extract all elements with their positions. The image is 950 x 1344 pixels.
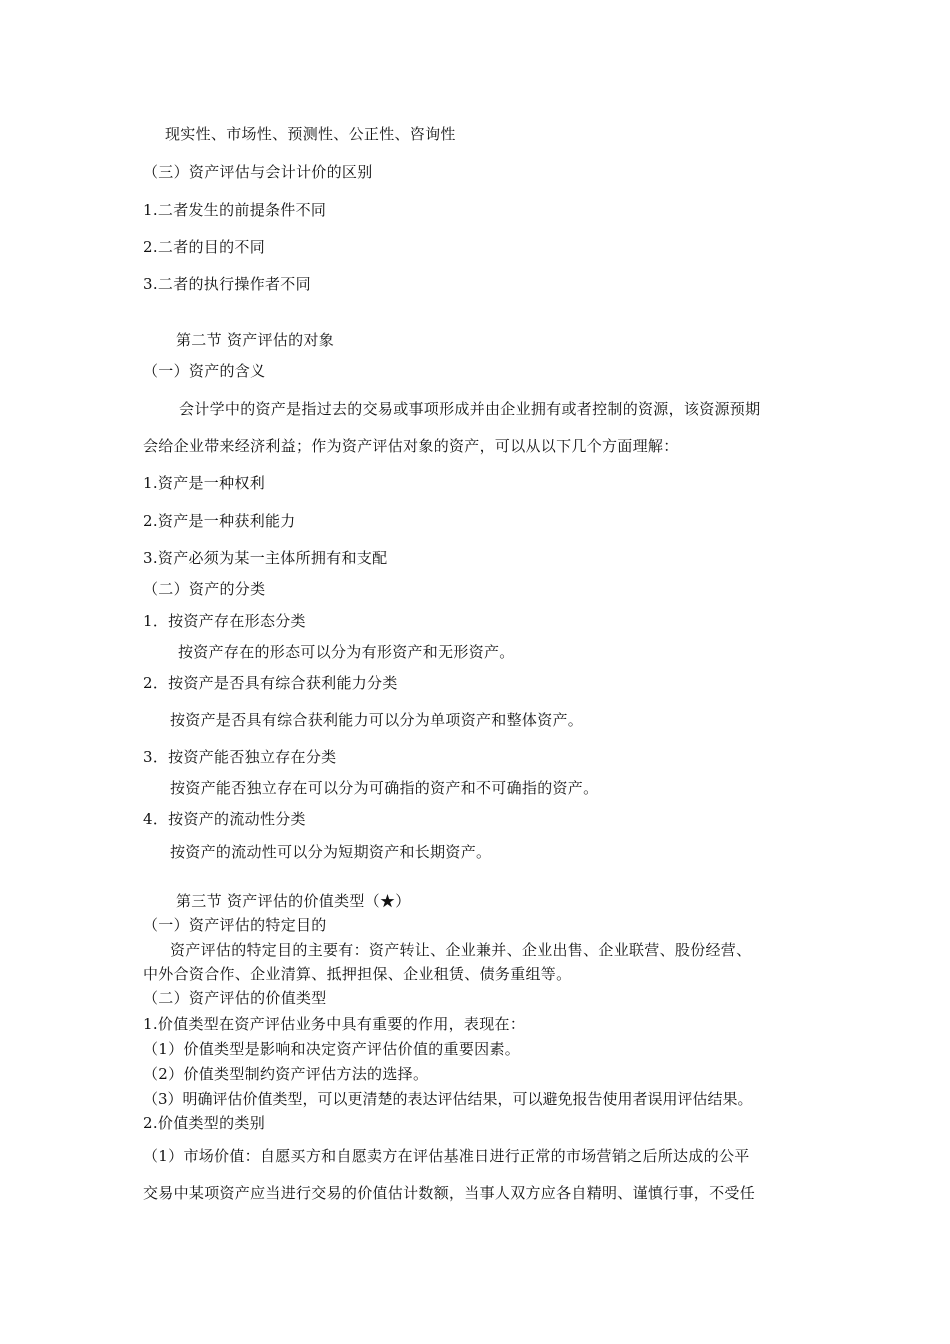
list-item: 1．按资产存在形态分类	[143, 612, 306, 630]
text-line: 现实性、市场性、预测性、公正性、咨询性	[165, 125, 456, 143]
list-item: （2）价值类型制约资产评估方法的选择。	[143, 1065, 429, 1083]
paragraph-line: 会给企业带来经济利益；作为资产评估对象的资产，可以从以下几个方面理解：	[143, 437, 679, 455]
list-item: 2.价值类型的类别	[143, 1114, 266, 1132]
paragraph-line: 资产评估的特定目的主要有：资产转让、企业兼并、企业出售、企业联营、股份经营、	[170, 941, 752, 959]
list-item: 2.资产是一种获利能力	[143, 512, 296, 530]
list-item: 1.二者发生的前提条件不同	[143, 201, 327, 219]
paragraph-line: 中外合资合作、企业清算、抵押担保、企业租赁、债务重组等。	[143, 965, 572, 983]
subsection-heading: （一）资产评估的特定目的	[143, 916, 327, 934]
paragraph-line: 交易中某项资产应当进行交易的价值估计数额，当事人双方应各自精明、谨慎行事，不受任	[143, 1184, 756, 1202]
list-item: （3）明确评估价值类型，可以更清楚的表达评估结果，可以避免报告使用者误用评估结果。	[143, 1090, 753, 1108]
list-item: 2．按资产是否具有综合获利能力分类	[143, 674, 398, 692]
subsection-heading: （一）资产的含义	[143, 362, 266, 380]
section-heading: 第二节 资产评估的对象	[176, 331, 335, 349]
list-item: 3.二者的执行操作者不同	[143, 275, 311, 293]
subsection-heading: （二）资产的分类	[143, 580, 266, 598]
list-item: 1.价值类型在资产评估业务中具有重要的作用，表现在：	[143, 1015, 526, 1033]
text-line: 按资产能否独立存在可以分为可确指的资产和不可确指的资产。	[170, 779, 599, 797]
text-line: 按资产是否具有综合获利能力可以分为单项资产和整体资产。	[170, 711, 584, 729]
paragraph-line: （1）市场价值：自愿买方和自愿卖方在评估基准日进行正常的市场营销之后所达成的公平	[143, 1147, 750, 1165]
text-line: 按资产的流动性可以分为短期资产和长期资产。	[170, 843, 492, 861]
paragraph-line: 会计学中的资产是指过去的交易或事项形成并由企业拥有或者控制的资源，该资源预期	[179, 400, 761, 418]
subsection-heading: （二）资产评估的价值类型	[143, 989, 327, 1007]
subsection-heading: （三）资产评估与会计计价的区别	[143, 163, 373, 181]
list-item: 2.二者的目的不同	[143, 238, 266, 256]
text-line: 按资产存在的形态可以分为有形资产和无形资产。	[178, 643, 515, 661]
list-item: 1.资产是一种权利	[143, 474, 266, 492]
list-item: 3.资产必须为某一主体所拥有和支配	[143, 549, 388, 567]
list-item: 4．按资产的流动性分类	[143, 810, 306, 828]
list-item: 3．按资产能否独立存在分类	[143, 748, 337, 766]
section-heading: 第三节 资产评估的价值类型（★）	[176, 892, 411, 910]
list-item: （1）价值类型是影响和决定资产评估价值的重要因素。	[143, 1040, 521, 1058]
